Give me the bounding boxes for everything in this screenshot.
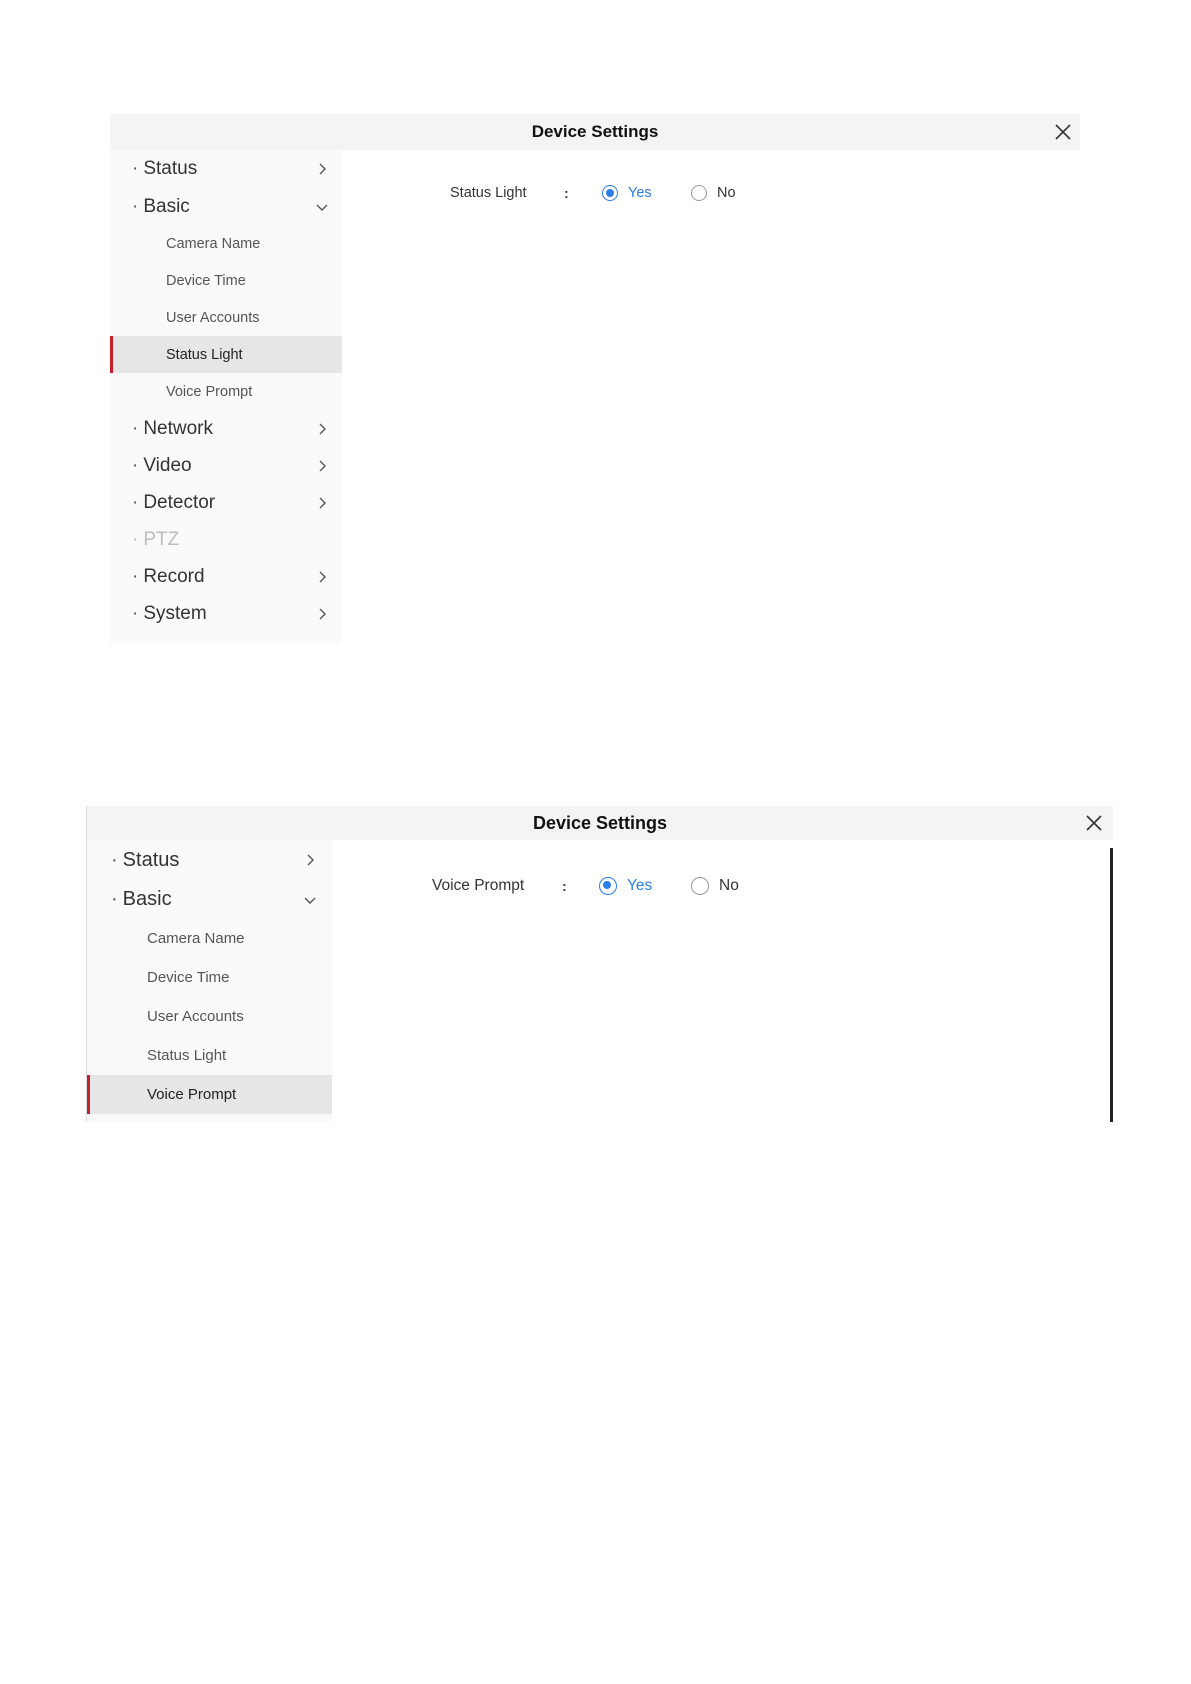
- radio-circle: [599, 877, 617, 895]
- bullet: ·: [132, 565, 139, 587]
- window-title: Device Settings: [531, 122, 659, 141]
- bullet: ·: [132, 491, 139, 513]
- bullet: ·: [132, 454, 139, 476]
- sidebar-item-label: Camera Name: [166, 235, 261, 252]
- chevron-down-icon: [316, 201, 328, 213]
- sidebar-item-video[interactable]: [110, 447, 342, 484]
- title-bar: [87, 806, 1113, 840]
- bullet: ·: [132, 528, 139, 550]
- radio-circle: [602, 185, 618, 201]
- close-icon[interactable]: [1085, 814, 1103, 832]
- settings-sidebar: [110, 150, 342, 644]
- sidebar-item-label: Device Time: [147, 969, 230, 986]
- sidebar-item-user-accounts[interactable]: [110, 299, 342, 336]
- sidebar-item-label: Status: [122, 848, 180, 871]
- chevron-right-icon: [316, 608, 328, 620]
- sidebar-item-network[interactable]: [110, 410, 342, 447]
- sidebar-item-label: Voice Prompt: [147, 1086, 237, 1103]
- window-title: Device Settings: [532, 812, 668, 833]
- sidebar-item-status[interactable]: [110, 150, 342, 188]
- sidebar-item-label: System: [143, 602, 207, 624]
- sidebar-item-label: Detector: [143, 491, 216, 513]
- radio-circle: [691, 185, 707, 201]
- setting-label: Status Light: [450, 185, 527, 201]
- sidebar-item-label: Basic: [122, 888, 172, 910]
- radio-label: No: [717, 185, 736, 201]
- chevron-right-icon: [316, 163, 328, 175]
- sidebar-item-label: Status Light: [166, 346, 243, 363]
- sidebar-item-camera-name[interactable]: [110, 225, 342, 262]
- title-bar: [110, 114, 1080, 150]
- radio-circle: [691, 877, 709, 895]
- voice-prompt-setting: [432, 874, 872, 898]
- bullet: ·: [111, 888, 118, 910]
- sidebar-item-detector[interactable]: [110, 484, 342, 521]
- sidebar-item-basic[interactable]: [87, 880, 332, 919]
- sidebar-item-label: Status Light: [147, 1047, 227, 1064]
- sidebar-item-system[interactable]: [110, 595, 342, 632]
- scrollbar[interactable]: [1110, 848, 1113, 1122]
- chevron-right-icon: [316, 460, 328, 472]
- sidebar-item-user-accounts[interactable]: [87, 997, 332, 1036]
- bullet: ·: [132, 195, 139, 217]
- status-light-setting: [450, 182, 870, 204]
- device-settings-window-2: [86, 806, 1113, 1122]
- bullet: ·: [132, 602, 139, 624]
- sidebar-item-camera-name[interactable]: [87, 919, 332, 958]
- sidebar-item-voice-prompt[interactable]: [87, 1075, 332, 1114]
- radio-no[interactable]: [691, 185, 736, 201]
- bullet: ·: [111, 848, 118, 871]
- sidebar-item-status-light[interactable]: [87, 1036, 332, 1075]
- sidebar-item-record[interactable]: [110, 558, 342, 595]
- sidebar-item-label: Record: [143, 565, 205, 587]
- bullet: ·: [132, 417, 139, 439]
- sidebar-item-basic[interactable]: [110, 188, 342, 225]
- chevron-right-icon: [316, 571, 328, 583]
- sidebar-item-device-time[interactable]: [87, 958, 332, 997]
- sidebar-item-device-time[interactable]: [110, 262, 342, 299]
- setting-colon: :: [564, 185, 569, 201]
- close-icon[interactable]: [1054, 123, 1072, 141]
- chevron-right-icon: [304, 854, 316, 866]
- radio-no[interactable]: [691, 877, 739, 895]
- sidebar-item-label: User Accounts: [166, 309, 260, 326]
- device-settings-window-1: [110, 114, 1080, 644]
- chevron-down-icon: [304, 894, 316, 906]
- sidebar-item-ptz: [110, 521, 342, 558]
- sidebar-item-label: User Accounts: [147, 1008, 244, 1025]
- radio-label: Yes: [627, 877, 653, 894]
- sidebar-item-label: Camera Name: [147, 930, 245, 947]
- sidebar-item-status[interactable]: [87, 840, 332, 880]
- radio-yes[interactable]: [602, 185, 652, 201]
- sidebar-item-label: Status: [143, 158, 198, 179]
- chevron-right-icon: [316, 497, 328, 509]
- radio-label: No: [719, 877, 739, 894]
- radio-yes[interactable]: [599, 877, 652, 895]
- chevron-right-icon: [316, 423, 328, 435]
- radio-label: Yes: [628, 185, 652, 201]
- sidebar-item-label: Network: [143, 417, 214, 439]
- sidebar-item-label: Voice Prompt: [166, 383, 253, 400]
- sidebar-item-voice-prompt[interactable]: [110, 373, 342, 410]
- setting-colon: :: [562, 878, 567, 894]
- setting-label: Voice Prompt: [432, 877, 525, 894]
- sidebar-item-label: PTZ: [143, 528, 180, 550]
- settings-sidebar: [87, 840, 332, 1122]
- sidebar-item-label: Video: [143, 454, 192, 476]
- sidebar-item-status-light[interactable]: [110, 336, 342, 373]
- sidebar-item-label: Basic: [143, 195, 190, 217]
- bullet: ·: [132, 158, 139, 179]
- sidebar-item-label: Device Time: [166, 272, 246, 289]
